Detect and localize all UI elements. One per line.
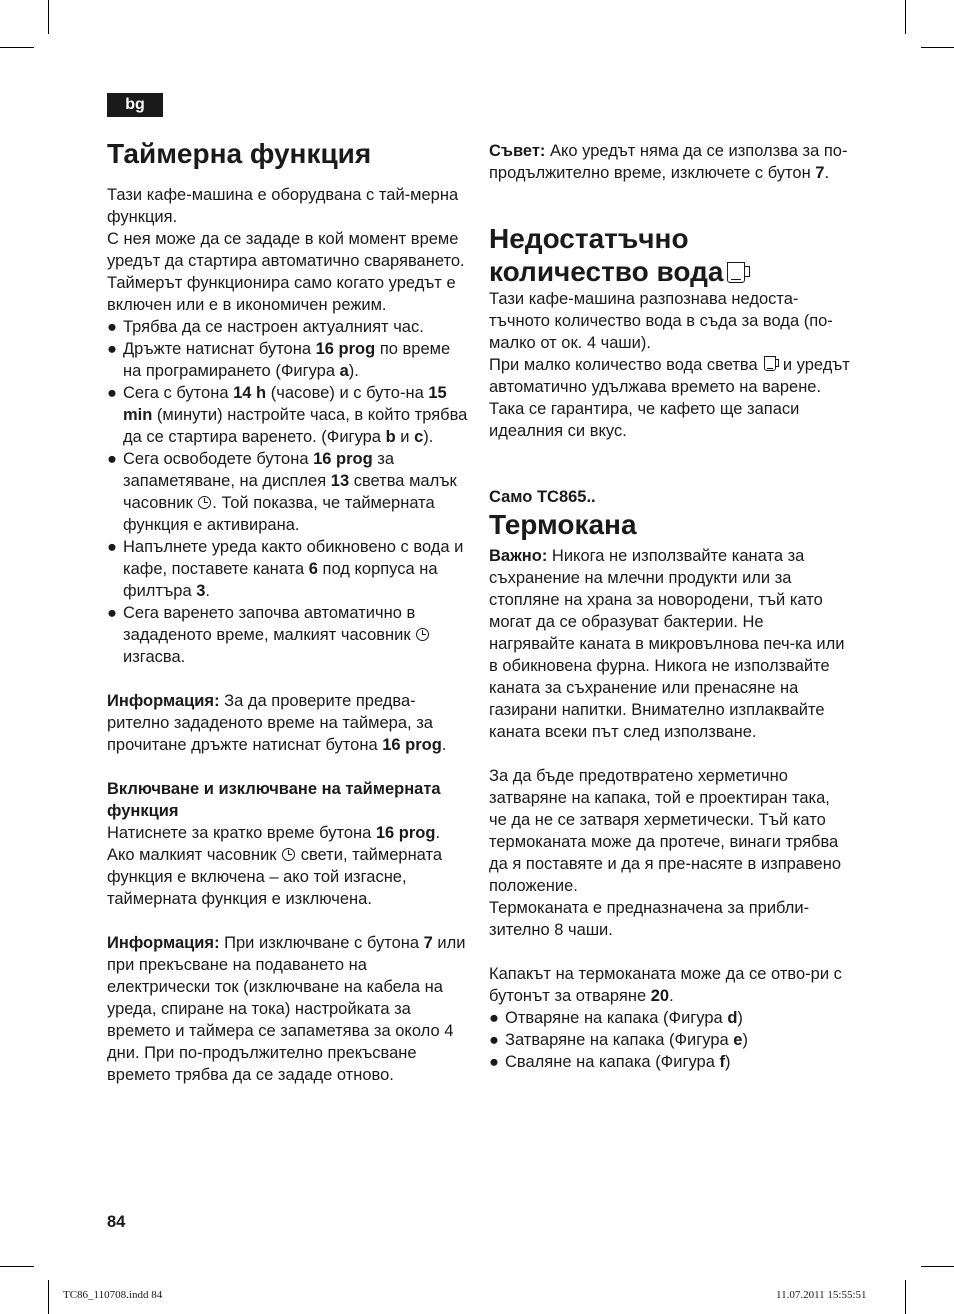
- subheading-text: Включване и изключване на таймерната функция: [107, 780, 441, 820]
- tip-text: .: [824, 164, 830, 182]
- list-item-text: .: [205, 582, 211, 600]
- list-item: [107, 316, 469, 338]
- list-item-text: Сваляне на капака (Фигура: [505, 1053, 720, 1071]
- info-label: Информация:: [107, 934, 220, 952]
- footer-timestamp: 11.07.2011 15:55:51: [776, 1289, 867, 1301]
- bullet: ●: [107, 450, 117, 468]
- button-ref: 16 prog: [313, 450, 373, 468]
- timer-section-title: Таймерна функция: [107, 138, 372, 169]
- bullet: ●: [107, 340, 117, 358]
- paragraph-text: и уредът автоматично удължава времето на варене. Така се гарантира, че кафето ще запаси идеалния си вкус.: [489, 356, 850, 440]
- list-item-text: ): [742, 1031, 748, 1049]
- paragraph-text: Натиснете за кратко време бутона: [107, 824, 376, 842]
- list-item-text: и: [395, 428, 415, 446]
- left-column: [107, 137, 469, 1086]
- clock-icon: [416, 628, 429, 641]
- crop-mark: [921, 1266, 954, 1267]
- button-ref: 20: [650, 987, 670, 1005]
- crop-mark: [0, 1266, 34, 1267]
- list-item-text: ): [737, 1009, 743, 1027]
- important-label: Важно:: [489, 547, 548, 565]
- list-item-text: Затваряне на капака (Фигура: [505, 1031, 734, 1049]
- list-item: [489, 1007, 851, 1029]
- figure-ref: e: [733, 1031, 743, 1049]
- list-item-text: . Той показва, че таймерната функция е активирана.: [123, 494, 435, 534]
- figure-ref: d: [727, 1009, 738, 1027]
- footer-file-info: TC86_110708.indd 84: [63, 1289, 163, 1301]
- crop-mark: [905, 0, 906, 34]
- bullet: ●: [107, 318, 117, 336]
- clock-icon: [198, 496, 211, 509]
- list-item-text: изгасва.: [123, 648, 186, 666]
- language-tag: bg: [107, 93, 163, 117]
- water-jug-icon: [764, 356, 776, 371]
- crop-mark: [921, 47, 954, 48]
- list-item-text: Сега с бутона: [123, 384, 234, 402]
- button-ref: 14 h: [233, 384, 267, 402]
- button-ref: 7: [815, 164, 825, 182]
- subheading: [107, 778, 469, 822]
- important-paragraph: [489, 545, 851, 743]
- paragraph-text: .: [669, 987, 674, 1005]
- crop-mark: [48, 0, 49, 34]
- list-item-text: Сега варенето започва автоматично в зададеното време, малкият часовник: [123, 604, 416, 644]
- bullet: ●: [489, 1009, 499, 1027]
- subsection-paragraph: [107, 822, 469, 910]
- crop-mark: [0, 47, 34, 48]
- lid-paragraph: [489, 963, 851, 1007]
- part-ref: 6: [308, 560, 318, 578]
- model-note: [489, 486, 851, 508]
- paragraph-text: Никога не използвайте каната за съхранение на млечни продукти или за стопляне на храна за новородени, тъй като могат да се образуват бактерии. Не нагрявайте каната в микровълнова печ-ка или в обикновена фурна. Никога не използвайте каната за съхранение или пренасяне на газирани напитки. Внимателно изплаквайте каната всеки път след използване.: [489, 547, 845, 741]
- water-section-title: [489, 222, 851, 288]
- list-item: [489, 1051, 851, 1073]
- water-paragraph: Тази кафе-машина разпознава недоста-тъчното количество вода в съда за вода (по-малко от ок. 4 чаши).: [489, 290, 833, 352]
- info-text: За да проверите предва-рително зададеното време на таймера, за прочитане дръжте натиснат бутона: [107, 692, 433, 754]
- right-column: [489, 140, 851, 1073]
- tip-paragraph: [489, 140, 851, 184]
- list-item-text: Трябва да се настроен актуалният час.: [123, 318, 424, 336]
- list-item-text: Напълнете уреда както обикновено с вода и кафе, поставете каната: [123, 538, 464, 578]
- paragraph-text: . Ако малкият часовник: [107, 824, 441, 864]
- bullet: ●: [107, 384, 117, 402]
- crop-mark: [48, 1280, 49, 1314]
- list-item-text: (часове) и с буто-на: [266, 384, 429, 402]
- page-number: 84: [107, 1213, 126, 1231]
- seal-paragraph: За да бъде предотвратено херметично затваряне на капака, той е проектиран така, че да не се затваря херметически. Тъй като термоканата може да протече, винаги трябва да я поставяте и да я пре-насяте в изправено положение.: [489, 767, 842, 895]
- info-paragraph: [107, 690, 469, 756]
- title-line: количество вода: [489, 256, 724, 287]
- list-item: [107, 338, 469, 382]
- list-item-text: под корпуса на филтъра: [123, 560, 438, 600]
- list-item: [107, 382, 469, 448]
- display-ref: 13: [330, 472, 350, 490]
- list-item-text: по време на програмирането (Фигура: [123, 340, 451, 380]
- info-paragraph: [107, 932, 469, 1086]
- figure-ref: a: [339, 362, 349, 380]
- bullet: ●: [107, 538, 117, 556]
- capacity-paragraph: Термоканата е предназначена за прибли-зително 8 чаши.: [489, 899, 810, 939]
- button-ref: 16 prog: [375, 824, 436, 842]
- list-item-text: ).: [423, 428, 434, 446]
- button-ref: 7: [423, 934, 433, 952]
- button-ref: 15 min: [123, 384, 447, 424]
- water-paragraph: [489, 354, 851, 442]
- intro-paragraph: С нея може да се зададе в кой момент време уредът да стартира автоматично сваряването. Таймерът функционира само когато уредът е включен или е в икономичен режим.: [107, 230, 465, 314]
- list-item-text: за запаметяване, на дисплея: [123, 450, 395, 490]
- list-item: [107, 536, 469, 602]
- info-text: При изключване с бутона: [219, 934, 424, 952]
- bullet: ●: [489, 1031, 499, 1049]
- water-jug-icon: [727, 262, 745, 283]
- part-ref: 3: [196, 582, 206, 600]
- intro-paragraph: Тази кафе-машина е оборудвана с тай-мерна функция.: [107, 186, 459, 226]
- crop-mark: [905, 1280, 906, 1314]
- button-ref: 16 prog: [315, 340, 376, 358]
- list-item: [107, 448, 469, 536]
- info-label: Информация:: [107, 692, 220, 710]
- list-item-text: Дръжте натиснат бутона: [123, 340, 316, 358]
- info-text: или при прекъсване на подаването на електрически ток (изключване на кабела на уреда, спиране на тока) настройката за времето и таймера се запаметява за около 4 дни. При по-продължително прекъсване времето трябва да се зададе отново.: [107, 934, 466, 1084]
- paragraph-text: свети, таймерната функция е включена – ако той изгасне, таймерната функция е изключена.: [107, 846, 443, 908]
- thermo-section-title: Термокана: [489, 509, 637, 540]
- model-note-text: Само TC865..: [489, 488, 596, 506]
- paragraph-text: Капакът на термоканата може да се отво-ри с бутонът за отваряне: [489, 965, 842, 1005]
- info-text: .: [441, 736, 447, 754]
- paragraph-text: При малко количество вода светва: [489, 356, 763, 374]
- list-item-text: Сега освободете бутона: [123, 450, 314, 468]
- button-ref: 16 prog: [382, 736, 442, 754]
- list-item-text: (минути) настройте часа, в който трябва да се стартира варенето. (Фигура: [123, 406, 468, 446]
- figure-ref: c: [414, 428, 424, 446]
- figure-ref: b: [385, 428, 396, 446]
- bullet: ●: [489, 1053, 499, 1071]
- clock-icon: [282, 848, 295, 861]
- list-item: [107, 602, 469, 668]
- list-item-text: ): [724, 1053, 731, 1071]
- figure-ref: f: [719, 1053, 725, 1071]
- list-item: [489, 1029, 851, 1051]
- list-item-text: ).: [348, 362, 359, 380]
- list-item-text: светва малък часовник: [123, 472, 457, 512]
- title-line: Недостатъчно: [489, 223, 689, 254]
- list-item-text: Отваряне на капака (Фигура: [505, 1009, 728, 1027]
- bullet: ●: [107, 604, 117, 622]
- tip-text: Ако уредът няма да се използва за по-продължително време, изключете с бутон: [489, 142, 848, 182]
- tip-label: Съвет:: [489, 142, 546, 160]
